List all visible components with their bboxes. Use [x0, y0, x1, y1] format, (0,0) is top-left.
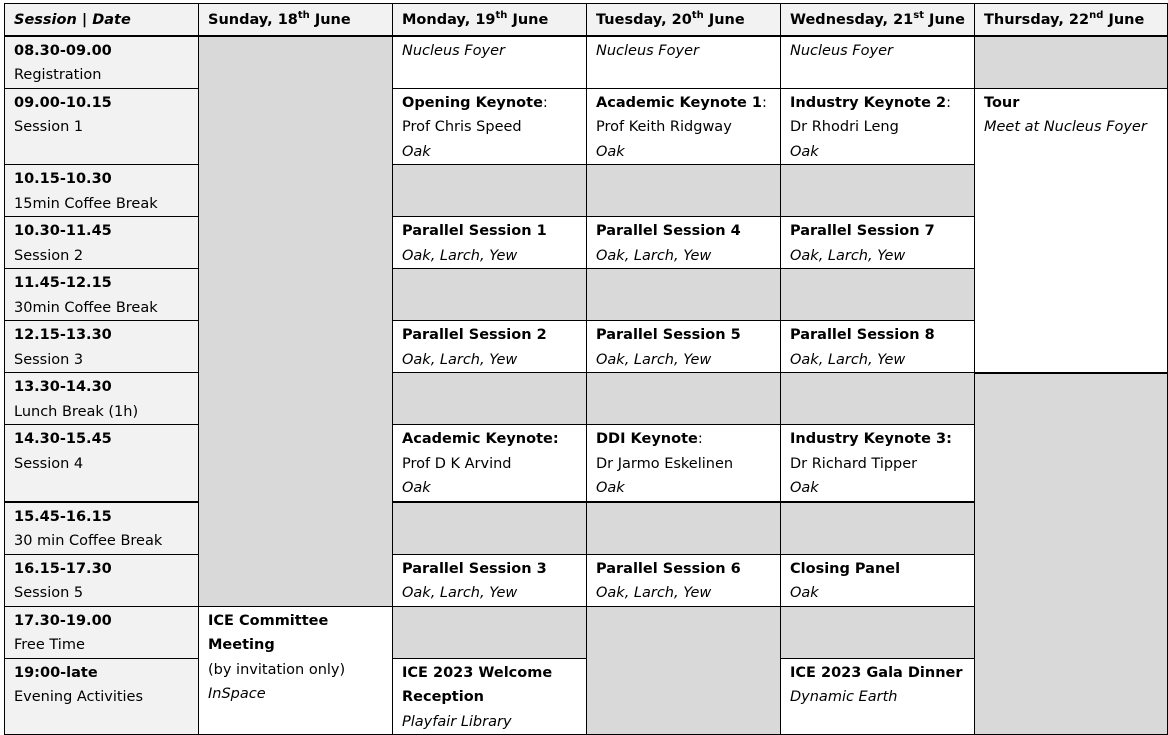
time-cell: 16.15-17.30 Session 5	[5, 554, 199, 606]
table-row	[5, 88, 1168, 165]
sunday-empty-cell	[199, 36, 393, 607]
break-cell	[781, 373, 975, 425]
registration-thursday	[975, 36, 1168, 89]
session4-wednesday: Industry Keynote 3: Dr Richard Tipper Oak	[781, 425, 975, 502]
header-sunday: Sunday, 18th June	[199, 4, 393, 36]
break-cell	[393, 269, 587, 321]
session2-monday: Parallel Session 1 Oak, Larch, Yew	[393, 217, 587, 269]
tuesday-evening-empty	[587, 606, 781, 735]
thursday-tour: Tour Meet at Nucleus Foyer	[975, 88, 1168, 373]
session3-tuesday: Parallel Session 5 Oak, Larch, Yew	[587, 321, 781, 373]
session4-monday: Academic Keynote: Prof D K Arvind Oak	[393, 425, 587, 502]
sunday-ice-committee: ICE Committee Meeting (by invitation only) InSpace	[199, 606, 393, 735]
break-cell	[393, 606, 587, 658]
session5-monday: Parallel Session 3 Oak, Larch, Yew	[393, 554, 587, 606]
break-cell	[393, 373, 587, 425]
break-cell	[781, 269, 975, 321]
session3-wednesday: Parallel Session 8 Oak, Larch, Yew	[781, 321, 975, 373]
session2-tuesday: Parallel Session 4 Oak, Larch, Yew	[587, 217, 781, 269]
monday-welcome-reception: ICE 2023 Welcome Reception Playfair Library	[393, 658, 587, 735]
header-session-date: Session | Date	[5, 4, 199, 36]
session5-tuesday: Parallel Session 6 Oak, Larch, Yew	[587, 554, 781, 606]
break-cell	[393, 165, 587, 217]
break-cell	[587, 373, 781, 425]
table-row	[5, 36, 1168, 89]
thursday-empty-cell	[975, 373, 1168, 735]
time-cell: 09.00-10.15 Session 1	[5, 88, 199, 165]
table-row	[5, 373, 1168, 425]
break-cell	[587, 165, 781, 217]
session1-wednesday: Industry Keynote 2: Dr Rhodri Leng Oak	[781, 88, 975, 165]
header-row	[5, 4, 1168, 36]
break-cell	[393, 502, 587, 555]
header-wednesday: Wednesday, 21st June	[781, 4, 975, 36]
time-cell: 12.15-13.30 Session 3	[5, 321, 199, 373]
break-cell	[781, 606, 975, 658]
wednesday-gala-dinner: ICE 2023 Gala Dinner Dynamic Earth	[781, 658, 975, 735]
schedule-table	[4, 3, 1168, 735]
header-monday: Monday, 19th June	[393, 4, 587, 36]
break-cell	[587, 502, 781, 555]
session4-tuesday: DDI Keynote: Dr Jarmo Eskelinen Oak	[587, 425, 781, 502]
time-cell: 15.45-16.15 30 min Coffee Break	[5, 502, 199, 555]
session2-wednesday: Parallel Session 7 Oak, Larch, Yew	[781, 217, 975, 269]
header-thursday: Thursday, 22nd June	[975, 4, 1168, 36]
registration-tuesday: Nucleus Foyer	[587, 36, 781, 89]
session3-monday: Parallel Session 2 Oak, Larch, Yew	[393, 321, 587, 373]
time-cell: 13.30-14.30 Lunch Break (1h)	[5, 373, 199, 425]
time-cell: 19:00-late Evening Activities	[5, 658, 199, 735]
break-cell	[781, 165, 975, 217]
break-cell	[587, 269, 781, 321]
registration-monday: Nucleus Foyer	[393, 36, 587, 89]
time-cell: 17.30-19.00 Free Time	[5, 606, 199, 658]
time-cell: 14.30-15.45 Session 4	[5, 425, 199, 502]
session1-tuesday: Academic Keynote 1: Prof Keith Ridgway Oak	[587, 88, 781, 165]
break-cell	[781, 502, 975, 555]
session1-monday: Opening Keynote: Prof Chris Speed Oak	[393, 88, 587, 165]
header-tuesday: Tuesday, 20th June	[587, 4, 781, 36]
time-cell: 10.30-11.45 Session 2	[5, 217, 199, 269]
session5-wednesday: Closing Panel Oak	[781, 554, 975, 606]
time-cell: 11.45-12.15 30min Coffee Break	[5, 269, 199, 321]
time-cell: 10.15-10.30 15min Coffee Break	[5, 165, 199, 217]
registration-wednesday: Nucleus Foyer	[781, 36, 975, 89]
time-cell: 08.30-09.00 Registration	[5, 36, 199, 89]
